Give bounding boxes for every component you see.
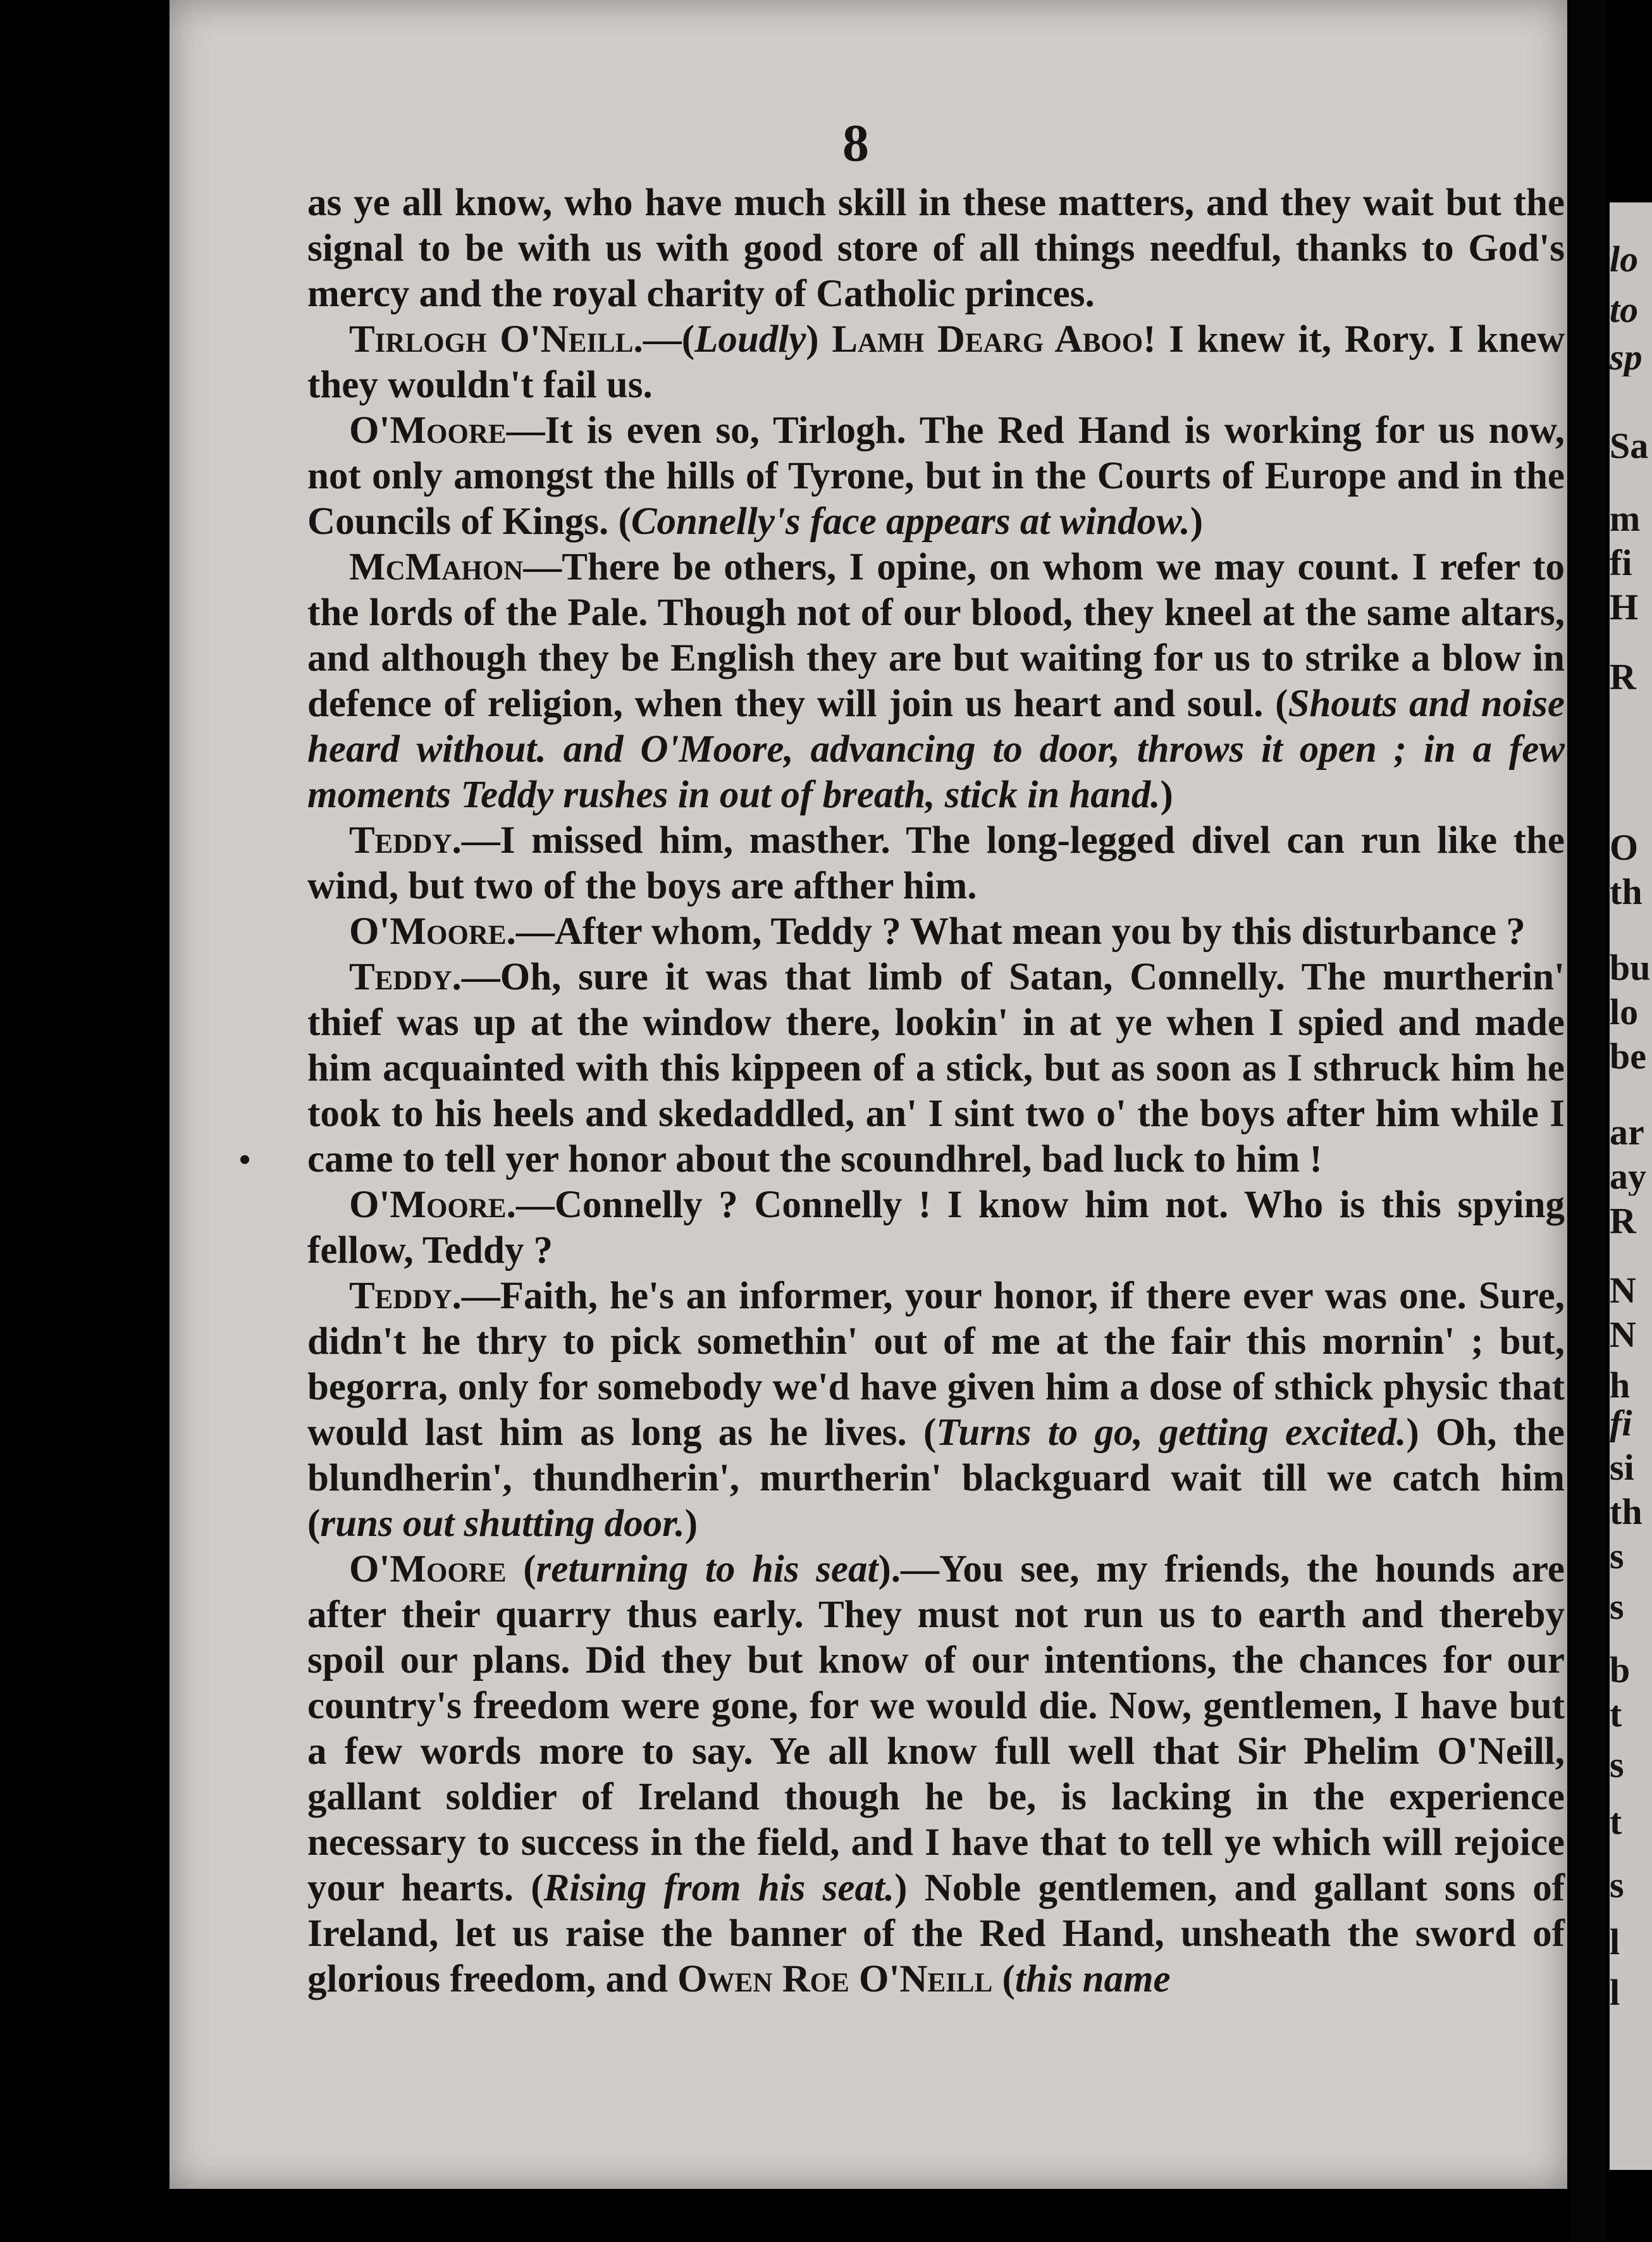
stage-direction: Loudly — [694, 318, 806, 361]
next-page-fragment: N — [1610, 1316, 1636, 1354]
speaker-name: McMahon — [349, 546, 524, 588]
speaker-name: O'Moore. — [349, 1184, 516, 1226]
next-page-fragment: lo — [1610, 240, 1639, 278]
stage-direction: this name — [1014, 1958, 1171, 2000]
next-page-fragment: l — [1610, 1923, 1620, 1961]
text-run: ).—You see, my friends, the hounds are after their quarry thus early. They must not run us to earth and thereby spoil our plans. Did they but know of our intentions, the chances for our country's freedom were gone, for we would die. Now, gentlemen, I have but a few words more to say. Ye all know full well that Sir Phelim O'Neill, gallant soldier of Ireland though he be, is lacking in the experience necessary to success in the field, and I have that to tell ye which will rejoice your hearts. ( — [307, 1548, 1565, 1909]
next-page-fragment: fi — [1610, 544, 1632, 582]
text-run: as ye all know, who have much skill in these matters, and they wait but the signal to be with us with good store of all things needful, thanks to God's mercy and the royal charity of Catholic princes. — [307, 182, 1565, 315]
next-page-fragment: lo — [1610, 993, 1639, 1031]
next-page-fragment: si — [1610, 1449, 1634, 1487]
text-run: —Faith, he's an informer, your honor, if there ever was one. Sure, didn't he thry to pick somethin' out of me at the fair this mornin' ; but, begorra, only for somebody we'd have given him a dose of sthick physic that would last him as long as he lives. ( — [307, 1275, 1565, 1454]
stage-direction: Turns to go, getting excited. — [936, 1411, 1407, 1454]
paragraph — [307, 545, 1565, 818]
next-page-fragment: be — [1610, 1037, 1646, 1075]
speaker-name: O'Moore — [349, 1548, 507, 1590]
next-page-fragment: bu — [1610, 949, 1651, 987]
next-page-fragment: R — [1610, 658, 1636, 696]
text-run: ( — [506, 1548, 536, 1590]
text-run: ) — [806, 318, 832, 361]
next-page-fragment: t — [1610, 1695, 1622, 1733]
speaker-name: O'Moore. — [349, 910, 516, 953]
paragraph — [307, 818, 1565, 909]
text-run: —I missed him, masther. The long-legged divel can run like the wind, but two of the boys are afther him. — [307, 819, 1565, 907]
text-run: —It is even so, Tirlogh. The Red Hand is working for us now, not only amongst the hills of Tyrone, but in the Courts of Europe and in the Councils of Kings. ( — [307, 409, 1565, 543]
next-page-fragment: th — [1610, 873, 1643, 911]
paragraph — [307, 1182, 1565, 1273]
next-page-fragment: t — [1610, 1803, 1622, 1841]
text-run: ) — [1160, 774, 1173, 816]
text-run: ( — [992, 1958, 1015, 2000]
speaker-name: Lamh Dearg Aboo — [832, 318, 1143, 361]
text-run: ! I knew it, Rory. I knew they wouldn't fail us. — [307, 318, 1565, 406]
text-run: —After whom, Teddy ? What mean you by this disturbance ? — [515, 910, 1526, 953]
next-page-fragment: s — [1610, 1746, 1624, 1784]
next-page-fragment: fi — [1610, 1404, 1632, 1442]
book-page — [170, 0, 1567, 2189]
speaker-name: Teddy. — [349, 956, 462, 998]
text-run: —Oh, sure it was that limb of Satan, Connelly. The murtherin' thief was up at the window there, lookin' in at ye when I spied and made him acquainted with this kippeen of a stick, but as soon as I sthruck him he took to his heels and skedaddled, an' I sint two o' the boys after him while I came to tell yer honor about the scoundhrel, bad luck to him ! — [307, 956, 1565, 1180]
next-page-fragment: h — [1610, 1366, 1630, 1404]
paragraph — [307, 909, 1565, 955]
next-page-fragment: R — [1610, 1202, 1636, 1240]
page-number: 8 — [842, 114, 869, 173]
paragraph — [307, 408, 1565, 545]
stage-direction: Shouts and noise heard without. and O'Moore, advancing to door, throws it open ; in a few moments Teddy rushes in out of breath, stick in hand. — [307, 683, 1565, 816]
next-page-fragment: to — [1610, 291, 1639, 329]
stage-direction: Connelly's face appears at window. — [631, 500, 1190, 543]
next-page-strip — [1610, 202, 1652, 2170]
paragraph — [307, 317, 1565, 408]
text-run: ) — [684, 1502, 698, 1545]
next-page-fragment: ar — [1610, 1113, 1644, 1151]
next-page-fragment: l — [1610, 1974, 1620, 2012]
next-page-fragment: s — [1610, 1588, 1624, 1626]
paragraph — [307, 1547, 1565, 2002]
paragraph — [307, 180, 1565, 317]
next-page-fragment: N — [1610, 1272, 1636, 1310]
stage-direction: runs out shutting door. — [320, 1502, 685, 1545]
paragraph — [307, 1273, 1565, 1547]
page-gutter — [1571, 0, 1606, 2242]
text-run: ) Noble gentlemen, and gallant sons of Ireland, let us raise the banner of the Red Hand, unsheath the sword of glorious freedom, and — [307, 1867, 1565, 2000]
next-page-fragment: sp — [1610, 338, 1643, 376]
paragraph — [307, 955, 1565, 1182]
speaker-name: Teddy. — [349, 1275, 462, 1317]
text-run: —Connelly ? Connelly ! I know him not. Who is this spying fellow, Teddy ? — [307, 1184, 1565, 1272]
stage-direction: Rising from his seat. — [543, 1867, 895, 1909]
text-run: ) Oh, the blundherin', thundherin', murtherin' blackguard wait till we catch him ( — [307, 1411, 1565, 1545]
speaker-name: Tirlogh O'Neill. — [349, 318, 643, 361]
body-text — [307, 180, 1565, 2002]
next-page-fragment: H — [1610, 588, 1639, 626]
stage-direction: returning to his seat — [536, 1548, 878, 1590]
speaker-name: O'Moore — [349, 409, 507, 452]
next-page-fragment: O — [1610, 829, 1639, 867]
margin-mark — [240, 1155, 249, 1164]
text-run: —( — [643, 318, 695, 361]
next-page-fragment: ay — [1610, 1158, 1646, 1196]
text-run: ) — [1190, 500, 1204, 543]
next-page-fragment: s — [1610, 1866, 1624, 1904]
next-page-fragment: th — [1610, 1493, 1643, 1531]
next-page-fragment: m — [1610, 500, 1641, 538]
next-page-fragment: s — [1610, 1537, 1624, 1575]
speaker-name: Teddy. — [349, 819, 462, 862]
next-page-fragment: Sa — [1610, 427, 1649, 465]
speaker-name: Owen Roe O'Neill — [677, 1958, 993, 2000]
next-page-fragment: b — [1610, 1651, 1630, 1689]
text-run: —There be others, I opine, on whom we may count. I refer to the lords of the Pale. Though not of our blood, they kneel at the same altars, and although they be English they are but waiting for us to strike a blow in defence of religion, when they will join us heart and soul. ( — [307, 546, 1565, 725]
